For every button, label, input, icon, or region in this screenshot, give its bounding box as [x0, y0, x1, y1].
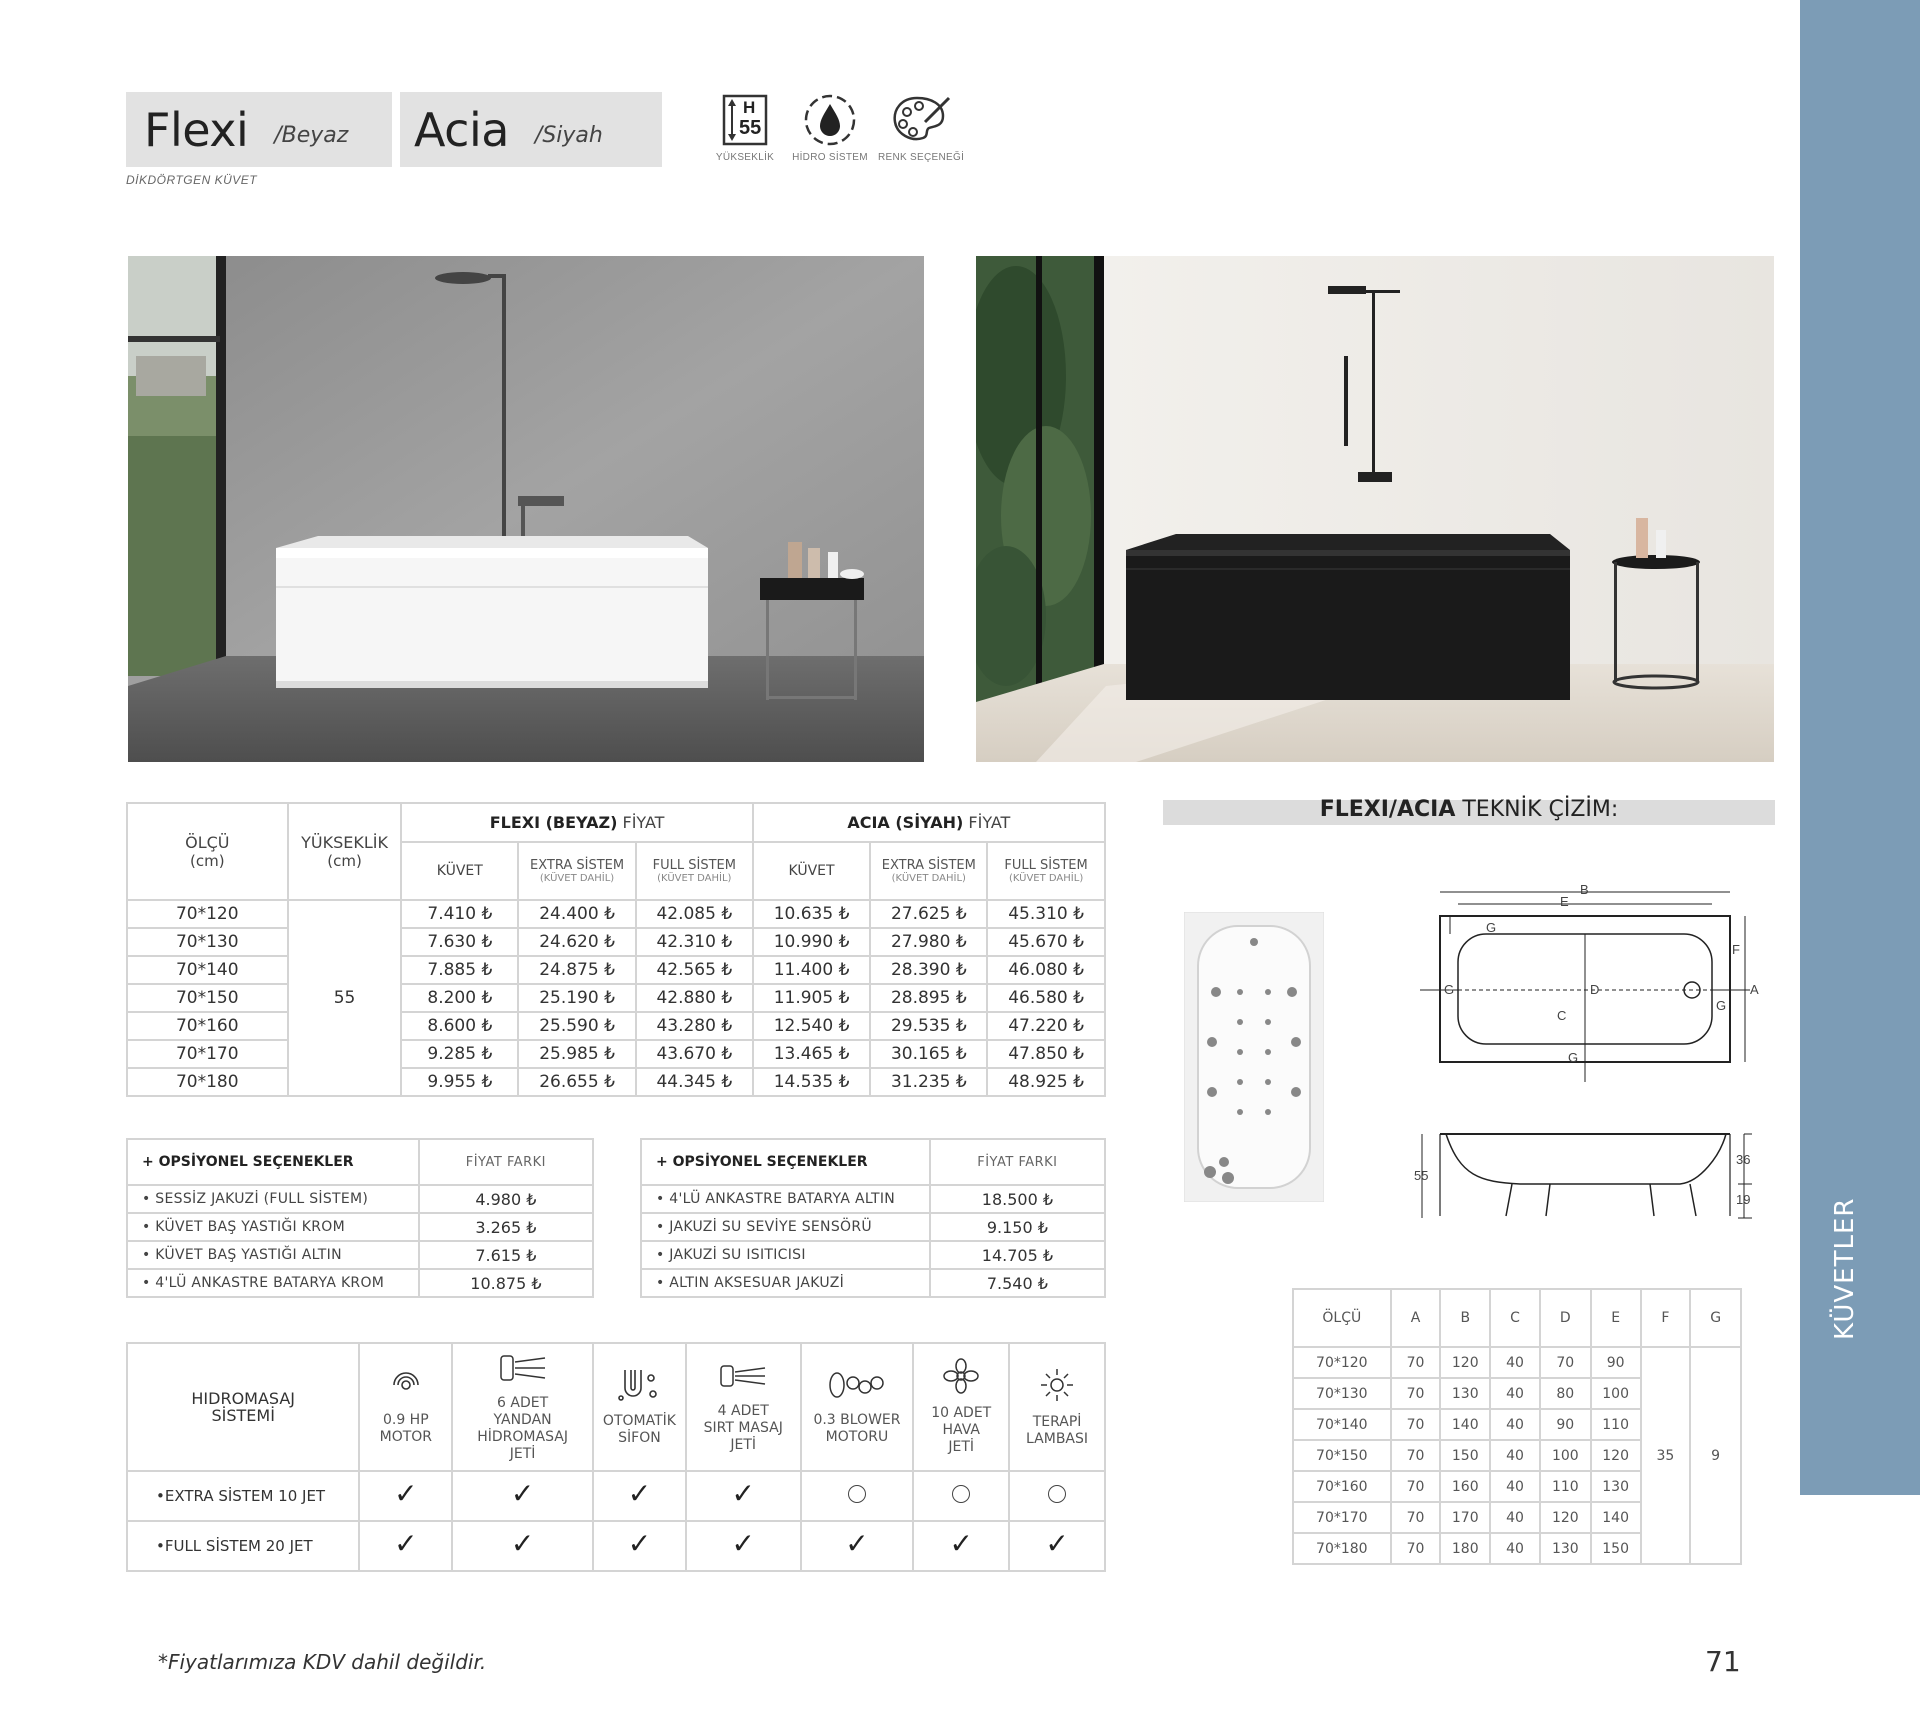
- option-row: [641, 1269, 1105, 1297]
- size-cell: 70*150: [127, 984, 288, 1012]
- hydro-system-row: [127, 1471, 1105, 1521]
- checkmark-icon: ✓: [731, 1526, 755, 1560]
- price-cell: 27.980 ₺: [870, 928, 987, 956]
- dim-label-b: B: [1580, 882, 1589, 897]
- price-cell: 7.885 ₺: [401, 956, 518, 984]
- hydro-feature-label: 0.9 HP: [382, 1411, 429, 1428]
- dimension-header: ÖLÇÜ: [1293, 1289, 1391, 1347]
- dim-label-a: A: [1750, 982, 1759, 997]
- hydro-feature-label: MOTORU: [825, 1428, 889, 1445]
- flexi-extra-header: EXTRA SİSTEM (KÜVET DAHİL): [518, 842, 636, 900]
- vat-footnote: *Fiyatlarımıza KDV dahil değildir.: [158, 1650, 487, 1674]
- empty-circle-icon: [1048, 1485, 1066, 1503]
- dim-label-f: F: [1732, 942, 1740, 957]
- option-row: [127, 1241, 593, 1269]
- option-label: • JAKUZİ SU SEVİYE SENSÖRÜ: [641, 1213, 930, 1241]
- hydro-system-icon: [802, 92, 858, 148]
- price-cell: 45.310 ₺: [987, 900, 1105, 928]
- dimension-cell: 40: [1490, 1471, 1540, 1502]
- empty-circle-icon: [952, 1485, 970, 1503]
- acia-title: Acia: [414, 102, 509, 157]
- price-cell: 43.670 ₺: [636, 1040, 753, 1068]
- price-cell: 42.565 ₺: [636, 956, 753, 984]
- price-table: [126, 802, 1106, 1097]
- dimension-header: C: [1490, 1289, 1540, 1347]
- dimension-cell: 130: [1440, 1378, 1490, 1409]
- hydro-mark-cell: [452, 1521, 593, 1571]
- options-right-table: [640, 1138, 1106, 1298]
- options-right-rows: [641, 1185, 1105, 1297]
- option-price: 10.875 ₺: [419, 1269, 593, 1297]
- price-cell: 28.895 ₺: [870, 984, 987, 1012]
- dimension-cell: 110: [1591, 1409, 1641, 1440]
- hydro-feature-label: TERAPİ: [1032, 1413, 1082, 1430]
- option-price: 9.150 ₺: [930, 1213, 1105, 1241]
- price-cell: 28.390 ₺: [870, 956, 987, 984]
- checkmark-icon: ✓: [510, 1526, 535, 1560]
- option-price: 14.705 ₺: [930, 1241, 1105, 1269]
- hydro-feature-label: 0.3 BLOWER: [813, 1411, 901, 1428]
- dimension-cell: 120: [1591, 1440, 1641, 1471]
- dimension-cell: 110: [1540, 1471, 1591, 1502]
- size-cell: 70*140: [127, 956, 288, 984]
- size-cell: 70*170: [127, 1040, 288, 1068]
- hydromassage-header-row: [127, 1343, 1105, 1471]
- price-cell: 47.220 ₺: [987, 1012, 1105, 1040]
- section-side-tab: [1800, 0, 1920, 1495]
- option-label: • ALTIN AKSESUAR JAKUZİ: [641, 1269, 930, 1297]
- price-cell: 9.955 ₺: [401, 1068, 518, 1096]
- flexi-color: /Beyaz: [274, 123, 349, 148]
- hydro-feature-header: [1009, 1343, 1105, 1471]
- dim-label-g-right: G: [1716, 998, 1727, 1013]
- hydro-mark-cell: [1009, 1471, 1105, 1521]
- dim-label-e: E: [1560, 894, 1569, 909]
- hydro-mark-cell: [359, 1471, 452, 1521]
- dimension-cell: 180: [1440, 1533, 1490, 1564]
- dimension-cell: 70*140: [1293, 1409, 1391, 1440]
- page-number: 71: [1705, 1645, 1741, 1678]
- price-row: [127, 1040, 1105, 1068]
- tech-title: FLEXI/ACIA TEKNİK ÇİZİM:: [1319, 797, 1619, 822]
- dim-label-36: 36: [1736, 1152, 1751, 1167]
- tub-jet-photo: [1184, 912, 1324, 1202]
- price-cell: 8.200 ₺: [401, 984, 518, 1012]
- acia-full-header: FULL SİSTEM (KÜVET DAHİL): [987, 842, 1105, 900]
- options-left-rows: [127, 1185, 593, 1297]
- dimension-cell: 130: [1540, 1533, 1591, 1564]
- dimension-header: B: [1440, 1289, 1490, 1347]
- dimension-f-cell: 35: [1641, 1347, 1691, 1564]
- hydro-feature-label: HİDROMASAJ: [477, 1428, 568, 1445]
- hydromassage-rows: [127, 1471, 1105, 1571]
- option-label: • JAKUZİ SU ISITICISI: [641, 1241, 930, 1269]
- dimension-cell: 140: [1440, 1409, 1490, 1440]
- acia-extra-header: EXTRA SİSTEM (KÜVET DAHİL): [870, 842, 987, 900]
- option-row: [127, 1269, 593, 1297]
- dimension-cell: 140: [1591, 1502, 1641, 1533]
- price-cell: 45.670 ₺: [987, 928, 1105, 956]
- dim-label-d: D: [1590, 982, 1600, 997]
- dimension-row: [1293, 1347, 1741, 1378]
- price-cell: 11.905 ₺: [753, 984, 871, 1012]
- price-cell: 31.235 ₺: [870, 1068, 987, 1096]
- therapy-lamp-icon: [1010, 1367, 1104, 1408]
- dim-label-g-left: G: [1444, 982, 1455, 997]
- hydro-feature-label: MOTOR: [379, 1428, 433, 1445]
- option-row: [127, 1213, 593, 1241]
- dimension-cell: 90: [1540, 1409, 1591, 1440]
- checkmark-icon: ✓: [394, 1476, 418, 1510]
- hydro-feature-label: JETİ: [730, 1437, 757, 1453]
- hydro-mark-cell: [686, 1521, 801, 1571]
- price-cell: 24.620 ₺: [518, 928, 636, 956]
- price-cell: 10.990 ₺: [753, 928, 871, 956]
- siphon-icon: [594, 1368, 685, 1407]
- hydro-feature-header: [913, 1343, 1009, 1471]
- dimension-cell: 70*120: [1293, 1347, 1391, 1378]
- hydro-system-row: [127, 1521, 1105, 1571]
- dimension-cell: 40: [1490, 1440, 1540, 1471]
- dimension-cell: 80: [1540, 1378, 1591, 1409]
- product-type: DİKDÖRTGEN KÜVET: [126, 173, 258, 187]
- dimension-cell: 130: [1591, 1471, 1641, 1502]
- option-price: 7.615 ₺: [419, 1241, 593, 1269]
- dim-label-g-top: G: [1486, 920, 1497, 935]
- checkmark-icon: ✓: [627, 1476, 652, 1510]
- dimension-header-row: [1293, 1289, 1741, 1347]
- height-badge-value: 55: [739, 117, 762, 139]
- option-row: [641, 1185, 1105, 1213]
- price-cell: 47.850 ₺: [987, 1040, 1105, 1068]
- price-row: [127, 900, 1105, 928]
- hydro-feature-label: SİFON: [618, 1429, 661, 1446]
- height-cell: 55: [288, 900, 402, 1096]
- dimension-g-cell: 9: [1690, 1347, 1741, 1564]
- dim-label-c: C: [1557, 1008, 1567, 1023]
- dimension-cell: 100: [1591, 1378, 1641, 1409]
- option-label: • 4'LÜ ANKASTRE BATARYA ALTIN: [641, 1185, 930, 1213]
- dim-label-19: 19: [1736, 1192, 1751, 1207]
- dimension-table: [1292, 1288, 1742, 1565]
- hydro-mark-cell: [913, 1521, 1009, 1571]
- dimension-rows: [1293, 1347, 1741, 1564]
- hydro-mark-cell: [686, 1471, 801, 1521]
- price-row: [127, 1068, 1105, 1096]
- checkmark-icon: ✓: [949, 1526, 973, 1560]
- price-cell: 27.625 ₺: [870, 900, 987, 928]
- dimension-cell: 40: [1490, 1378, 1540, 1409]
- hydro-feature-label: 10 ADET: [931, 1405, 992, 1421]
- price-cell: 46.080 ₺: [987, 956, 1105, 984]
- price-cell: 12.540 ₺: [753, 1012, 871, 1040]
- price-cell: 14.535 ₺: [753, 1068, 871, 1096]
- height-badge: H: [743, 98, 756, 117]
- dimension-header: G: [1690, 1289, 1741, 1347]
- acia-title-box: [400, 92, 662, 167]
- dimension-cell: 70: [1391, 1502, 1441, 1533]
- hydro-mark-cell: [801, 1521, 914, 1571]
- acia-product-photo: [976, 256, 1774, 762]
- options-left-header: + OPSİYONEL SEÇENEKLER: [127, 1139, 419, 1185]
- price-cell: 9.285 ₺: [401, 1040, 518, 1068]
- price-cell: 42.310 ₺: [636, 928, 753, 956]
- dimension-cell: 40: [1490, 1502, 1540, 1533]
- price-cell: 42.880 ₺: [636, 984, 753, 1012]
- dimension-cell: 70: [1391, 1533, 1441, 1564]
- dimension-cell: 90: [1591, 1347, 1641, 1378]
- checkmark-icon: ✓: [510, 1476, 535, 1510]
- price-cell: 25.985 ₺: [518, 1040, 636, 1068]
- dimension-cell: 70: [1391, 1471, 1441, 1502]
- dimension-cell: 70*170: [1293, 1502, 1391, 1533]
- checkmark-icon: ✓: [394, 1526, 418, 1560]
- flexi-price-group-header: FLEXI (BEYAZ) FİYAT: [401, 803, 752, 842]
- dimension-cell: 70: [1391, 1440, 1441, 1471]
- checkmark-icon: ✓: [627, 1526, 652, 1560]
- dim-label-55: 55: [1414, 1168, 1429, 1183]
- dimension-cell: 150: [1440, 1440, 1490, 1471]
- hydro-feature-header: [359, 1343, 452, 1471]
- hydro-mark-cell: [913, 1471, 1009, 1521]
- dimension-cell: 70*150: [1293, 1440, 1391, 1471]
- dimension-cell: 120: [1540, 1502, 1591, 1533]
- dimension-cell: 70: [1391, 1347, 1441, 1378]
- empty-circle-icon: [848, 1485, 866, 1503]
- hydromassage-title: HIDROMASAJ SİSTEMİ: [127, 1343, 359, 1471]
- size-cell: 70*160: [127, 1012, 288, 1040]
- dimension-cell: 70*160: [1293, 1471, 1391, 1502]
- hydro-feature-label: OTOMATİK: [602, 1412, 676, 1429]
- hydro-mark-cell: [801, 1471, 914, 1521]
- size-cell: 70*180: [127, 1068, 288, 1096]
- dimension-cell: 40: [1490, 1409, 1540, 1440]
- dimension-cell: 120: [1440, 1347, 1490, 1378]
- feature-height: [712, 92, 778, 163]
- color-palette-icon: [889, 92, 951, 148]
- tub-side-view-drawing: [1400, 1126, 1760, 1226]
- hydro-feature-label: JETİ: [948, 1439, 975, 1455]
- dimension-header: E: [1591, 1289, 1641, 1347]
- option-price: 4.980 ₺: [419, 1185, 593, 1213]
- price-cell: 26.655 ₺: [518, 1068, 636, 1096]
- feature-height-label: YÜKSEKLİK: [715, 152, 775, 163]
- flexi-full-header: FULL SİSTEM (KÜVET DAHİL): [636, 842, 753, 900]
- price-cell: 30.165 ₺: [870, 1040, 987, 1068]
- dimension-cell: 100: [1540, 1440, 1591, 1471]
- size-cell: 70*120: [127, 900, 288, 928]
- hydro-mark-cell: [593, 1521, 686, 1571]
- hydro-feature-label: 4 ADET: [717, 1403, 769, 1419]
- dimension-cell: 170: [1440, 1502, 1490, 1533]
- dimension-header: F: [1641, 1289, 1691, 1347]
- price-cell: 29.535 ₺: [870, 1012, 987, 1040]
- price-cell: 44.345 ₺: [636, 1068, 753, 1096]
- flexi-title: Flexi: [144, 102, 249, 157]
- hydro-mark-cell: [593, 1471, 686, 1521]
- option-price: 18.500 ₺: [930, 1185, 1105, 1213]
- feature-color: [878, 92, 965, 163]
- blower-icon: [802, 1369, 913, 1406]
- dimension-cell: 70: [1391, 1409, 1441, 1440]
- dim-label-g-bottom: G: [1568, 1050, 1579, 1065]
- col-height-header: YÜKSEKLİK (cm): [288, 803, 402, 900]
- option-label: • KÜVET BAŞ YASTIĞI KROM: [127, 1213, 419, 1241]
- hydro-mark-cell: [359, 1521, 452, 1571]
- checkmark-icon: ✓: [731, 1476, 755, 1510]
- hydro-feature-label: HAVA: [942, 1422, 980, 1438]
- checkmark-icon: ✓: [845, 1526, 869, 1560]
- price-cell: 48.925 ₺: [987, 1068, 1105, 1096]
- price-cell: 13.465 ₺: [753, 1040, 871, 1068]
- feature-hydro-label: HİDRO SİSTEM: [792, 152, 868, 163]
- size-cell: 70*130: [127, 928, 288, 956]
- hydro-feature-label: SIRT MASAJ: [703, 1420, 783, 1436]
- price-cell: 25.190 ₺: [518, 984, 636, 1012]
- col-size-header: ÖLÇÜ (cm): [127, 803, 288, 900]
- dimension-cell: 70*180: [1293, 1533, 1391, 1564]
- hydro-feature-label: LAMBASI: [1026, 1430, 1089, 1447]
- dimension-cell: 70*130: [1293, 1378, 1391, 1409]
- price-row: [127, 1012, 1105, 1040]
- price-row: [127, 928, 1105, 956]
- dimension-cell: 160: [1440, 1471, 1490, 1502]
- acia-kuvet-header: KÜVET: [753, 842, 871, 900]
- flexi-title-box: [126, 92, 392, 167]
- hydromassage-table: [126, 1342, 1106, 1572]
- hydro-feature-header: [801, 1343, 914, 1471]
- hydro-feature-header: [452, 1343, 593, 1471]
- hydro-mark-cell: [452, 1471, 593, 1521]
- flexi-product-photo: [128, 256, 924, 762]
- price-cell: 43.280 ₺: [636, 1012, 753, 1040]
- dimension-header: A: [1391, 1289, 1441, 1347]
- flexi-kuvet-header: KÜVET: [401, 842, 518, 900]
- price-cell: 46.580 ₺: [987, 984, 1105, 1012]
- price-cell: 25.590 ₺: [518, 1012, 636, 1040]
- tub-top-view-drawing: [1420, 882, 1760, 1082]
- price-cell: 7.630 ₺: [401, 928, 518, 956]
- price-cell: 11.400 ₺: [753, 956, 871, 984]
- option-price: 7.540 ₺: [930, 1269, 1105, 1297]
- price-cell: 7.410 ₺: [401, 900, 518, 928]
- price-row: [127, 956, 1105, 984]
- option-row: [641, 1213, 1105, 1241]
- hydro-feature-label: YANDAN: [493, 1411, 552, 1428]
- air-jet-icon: [914, 1358, 1008, 1399]
- side-jet-icon: [453, 1352, 592, 1389]
- dimension-cell: 150: [1591, 1533, 1641, 1564]
- options-left-table: [126, 1138, 594, 1298]
- price-cell: 42.085 ₺: [636, 900, 753, 928]
- back-jet-icon: [687, 1360, 800, 1397]
- option-label: • KÜVET BAŞ YASTIĞI ALTIN: [127, 1241, 419, 1269]
- option-row: [127, 1185, 593, 1213]
- feature-color-label: RENK SEÇENEĞİ: [878, 152, 965, 163]
- hydro-feature-label: 6 ADET: [497, 1394, 549, 1411]
- price-cell: 24.400 ₺: [518, 900, 636, 928]
- dimension-cell: 40: [1490, 1533, 1540, 1564]
- dimension-cell: 70: [1391, 1378, 1441, 1409]
- option-price: 3.265 ₺: [419, 1213, 593, 1241]
- checkmark-icon: ✓: [1045, 1526, 1069, 1560]
- acia-price-group-header: ACIA (SİYAH) FİYAT: [753, 803, 1105, 842]
- options-left-price-header: FİYAT FARKI: [419, 1139, 593, 1185]
- options-right-price-header: FİYAT FARKI: [930, 1139, 1105, 1185]
- options-right-header: + OPSİYONEL SEÇENEKLER: [641, 1139, 930, 1185]
- motor-swirl-icon: [360, 1369, 451, 1406]
- feature-hydro: [790, 92, 870, 163]
- section-label: KÜVETLER: [1830, 1197, 1860, 1340]
- price-rows: [127, 900, 1105, 1096]
- dimension-header: D: [1540, 1289, 1591, 1347]
- option-row: [641, 1241, 1105, 1269]
- acia-color: /Siyah: [534, 123, 603, 148]
- hydro-system-label: •EXTRA SİSTEM 10 JET: [127, 1471, 359, 1521]
- hydro-feature-header: [686, 1343, 801, 1471]
- hydro-feature-header: [593, 1343, 686, 1471]
- hydro-mark-cell: [1009, 1521, 1105, 1571]
- price-cell: 24.875 ₺: [518, 956, 636, 984]
- dimension-cell: 70: [1540, 1347, 1591, 1378]
- dimension-cell: 40: [1490, 1347, 1540, 1378]
- price-cell: 8.600 ₺: [401, 1012, 518, 1040]
- hydro-feature-label: JETİ: [509, 1445, 536, 1462]
- hydro-system-label: •FULL SİSTEM 20 JET: [127, 1521, 359, 1571]
- option-label: • SESSİZ JAKUZİ (FULL SİSTEM): [127, 1185, 419, 1213]
- price-row: [127, 984, 1105, 1012]
- price-cell: 10.635 ₺: [753, 900, 871, 928]
- option-label: • 4'LÜ ANKASTRE BATARYA KROM: [127, 1269, 419, 1297]
